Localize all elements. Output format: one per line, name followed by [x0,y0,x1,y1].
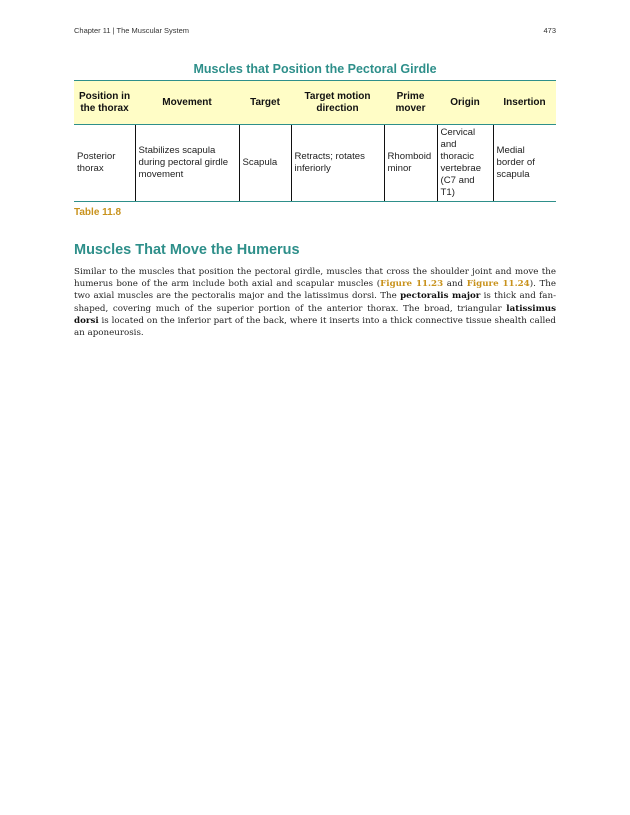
cell-insertion: Medial border of scapula [493,125,556,202]
figure-link-11-24[interactable]: Figure 11.24 [466,279,530,290]
paragraph-text: Similar to the muscles that position the pectoral girdle, muscles that cross the shoulder joint and move the humerus bone of the arm include both axial and scapular muscles ( [74,267,556,290]
body-paragraph [74,266,556,339]
column-header-target-motion: Target motion direction [291,81,384,125]
chapter-title: Chapter 11 | The Muscular System [74,26,190,35]
table-row [74,125,556,202]
paragraph-text: and [443,279,467,290]
paragraph-text: is thick and fan-shaped, covering much of the superior portion of the anterior thorax. The broad, triangular [74,291,557,314]
term-latissimus-dorsi: latissimus dorsi [74,303,556,326]
page-number: 473 [543,26,556,35]
column-header-position: Position in the thorax [74,81,135,125]
column-header-insertion: Insertion [493,81,556,125]
running-header [74,26,556,38]
table-title: Muscles that Position the Pectoral Girdle [193,62,437,76]
cell-origin: Cervical and thoracic vertebrae (C7 and T1) [437,125,493,202]
cell-movement: Stabilizes scapula during pectoral girdle movement [135,125,239,202]
column-header-target: Target [239,81,291,125]
table-header-row [74,81,556,125]
column-header-origin: Origin [437,81,493,125]
paragraph-text: ). The two axial muscles are the pectoralis major and the latissimus dorsi. The [74,279,556,302]
pectoral-girdle-table [74,80,556,202]
cell-target: Scapula [239,125,291,202]
column-header-prime-mover: Prime mover [384,81,437,125]
cell-target-motion: Retracts; rotates inferiorly [291,125,384,202]
paragraph-text: is located on the inferior part of the back, where it inserts into a thick connective tissue shealth called an aponeurosis. [74,315,556,339]
figure-link-11-23[interactable]: Figure 11.23 [380,279,444,290]
cell-prime-mover: Rhomboid minor [384,125,437,202]
section-heading: Muscles That Move the Humerus [74,242,300,258]
cell-position: Posterior thorax [74,125,135,202]
table-caption: Table 11.8 [74,207,122,218]
column-header-movement: Movement [135,81,239,125]
term-pectoralis-major: pectoralis major [400,291,481,302]
